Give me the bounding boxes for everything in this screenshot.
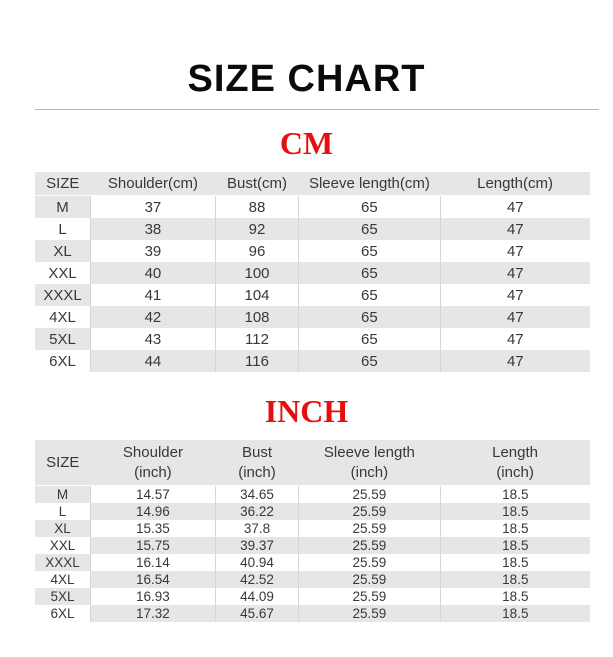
value-cell: 16.54 <box>91 571 216 588</box>
column-label: SIZE <box>46 175 80 193</box>
size-cell: XXL <box>48 264 77 282</box>
value-cell: 16.93 <box>91 588 216 605</box>
value-cell: 42.52 <box>215 571 298 588</box>
value-cell: 38 <box>91 218 216 240</box>
inch-table-wrap <box>35 440 590 622</box>
value-cell: 65 <box>299 350 441 372</box>
value-cell: 16.14 <box>91 554 216 571</box>
value-cell: 36.22 <box>215 503 298 520</box>
column-header <box>299 440 441 486</box>
value-cell: 25.59 <box>299 605 441 622</box>
value-cell: 88 <box>215 196 298 219</box>
size-cell: 6XL <box>50 606 75 622</box>
value-cell: 25.59 <box>299 571 441 588</box>
table-header <box>35 440 590 486</box>
cm-heading: CM <box>279 124 334 161</box>
table-row <box>35 328 590 350</box>
column-header <box>440 172 590 196</box>
value-cell: 47 <box>440 218 590 240</box>
table-row <box>35 486 590 504</box>
value-cell: 100 <box>215 262 298 284</box>
table-body <box>35 486 590 623</box>
column-header <box>35 172 91 196</box>
value-cell: 25.59 <box>299 503 441 520</box>
size-cell: M <box>35 196 91 219</box>
value-cell: 43 <box>91 328 216 350</box>
table-row <box>35 605 590 622</box>
value-cell: 45.67 <box>215 605 298 622</box>
size-cell: XL <box>35 240 91 262</box>
cm-table-wrap <box>35 172 590 372</box>
column-label: Shoulder <box>122 444 183 462</box>
value-cell: 18.5 <box>440 588 590 605</box>
page-title: SIZE CHART <box>187 58 426 100</box>
value-cell: 15.75 <box>91 537 216 554</box>
column-unit-label: (inch) <box>134 464 172 482</box>
value-cell: 18.5 <box>440 571 590 588</box>
value-cell: 17.32 <box>91 605 216 622</box>
column-unit-label: (inch) <box>496 464 534 482</box>
header-row <box>35 440 590 486</box>
value-cell: 40.94 <box>215 554 298 571</box>
value-cell: 65 <box>299 218 441 240</box>
table-row <box>35 537 590 554</box>
value-cell: 65 <box>299 328 441 350</box>
size-cell: 5XL <box>35 328 91 350</box>
table-row <box>35 554 590 571</box>
value-cell: 47 <box>440 350 590 372</box>
cm-table <box>35 172 590 372</box>
value-cell: 47 <box>440 306 590 328</box>
column-unit-label: (inch) <box>350 464 389 482</box>
value-cell: 47 <box>440 328 590 350</box>
column-header <box>91 172 216 196</box>
table-row <box>35 350 590 372</box>
value-cell: 37 <box>91 196 216 219</box>
value-cell: 65 <box>299 284 441 306</box>
value-cell: 14.96 <box>91 503 216 520</box>
value-cell: 25.59 <box>299 554 441 571</box>
value-cell: 65 <box>299 306 441 328</box>
table-row <box>35 306 590 328</box>
size-cell: M <box>35 486 91 504</box>
table-row <box>35 240 590 262</box>
column-label: Bust <box>241 444 272 462</box>
value-cell: 47 <box>440 196 590 219</box>
value-cell: 92 <box>215 218 298 240</box>
value-cell: 15.35 <box>91 520 216 537</box>
size-cell: 6XL <box>49 352 76 370</box>
value-cell: 25.59 <box>299 486 441 504</box>
value-cell: 104 <box>215 284 298 306</box>
value-cell: 18.5 <box>440 537 590 554</box>
column-unit-label: (inch) <box>238 464 276 482</box>
size-cell: XL <box>35 520 91 537</box>
cm-section <box>0 110 613 372</box>
value-cell: 65 <box>299 262 441 284</box>
column-header <box>215 440 298 486</box>
value-cell: 39.37 <box>215 537 298 554</box>
size-cell: 4XL <box>50 572 75 588</box>
value-cell: 47 <box>440 240 590 262</box>
value-cell: 44.09 <box>215 588 298 605</box>
value-cell: 65 <box>299 240 441 262</box>
header-row <box>35 172 590 196</box>
value-cell: 96 <box>215 240 298 262</box>
table-row <box>35 284 590 306</box>
column-label: SIZE <box>46 454 80 472</box>
column-header <box>35 440 91 486</box>
value-cell: 108 <box>215 306 298 328</box>
inch-section <box>0 372 613 622</box>
value-cell: 42 <box>91 306 216 328</box>
table-row <box>35 218 590 240</box>
value-cell: 25.59 <box>299 537 441 554</box>
value-cell: 47 <box>440 262 590 284</box>
value-cell: 41 <box>91 284 216 306</box>
table-row <box>35 262 590 284</box>
size-cell: L <box>58 220 67 238</box>
value-cell: 18.5 <box>440 503 590 520</box>
column-header <box>215 172 298 196</box>
table-header <box>35 172 590 196</box>
value-cell: 25.59 <box>299 520 441 537</box>
value-cell: 18.5 <box>440 605 590 622</box>
column-header <box>299 172 441 196</box>
table-row <box>35 520 590 537</box>
value-cell: 18.5 <box>440 520 590 537</box>
value-cell: 18.5 <box>440 486 590 504</box>
column-label: Sleeve length(cm) <box>308 175 430 193</box>
value-cell: 25.59 <box>299 588 441 605</box>
size-cell: XXL <box>49 538 76 554</box>
size-cell: XXXL <box>35 554 91 571</box>
column-label: Shoulder(cm) <box>107 175 198 193</box>
value-cell: 44 <box>91 350 216 372</box>
table-row <box>35 503 590 520</box>
table-row <box>35 588 590 605</box>
value-cell: 65 <box>299 196 441 219</box>
inch-table <box>35 440 590 622</box>
value-cell: 40 <box>91 262 216 284</box>
column-label: Bust(cm) <box>227 175 287 193</box>
column-label: Length <box>492 444 539 462</box>
value-cell: 18.5 <box>440 554 590 571</box>
value-cell: 116 <box>215 350 298 372</box>
size-cell: XXXL <box>35 284 91 306</box>
value-cell: 47 <box>440 284 590 306</box>
value-cell: 34.65 <box>215 486 298 504</box>
size-cell: L <box>58 504 67 520</box>
size-cell: 4XL <box>49 308 76 326</box>
size-cell: 5XL <box>35 588 91 605</box>
column-header <box>440 440 590 486</box>
column-header <box>91 440 216 486</box>
table-row <box>35 571 590 588</box>
value-cell: 112 <box>215 328 298 350</box>
table-body <box>35 196 590 373</box>
value-cell: 37.8 <box>215 520 298 537</box>
column-label: Length(cm) <box>477 175 553 193</box>
column-label: Sleeve length <box>323 444 415 462</box>
value-cell: 39 <box>91 240 216 262</box>
inch-heading: INCH <box>264 393 349 430</box>
table-row <box>35 196 590 219</box>
value-cell: 14.57 <box>91 486 216 504</box>
